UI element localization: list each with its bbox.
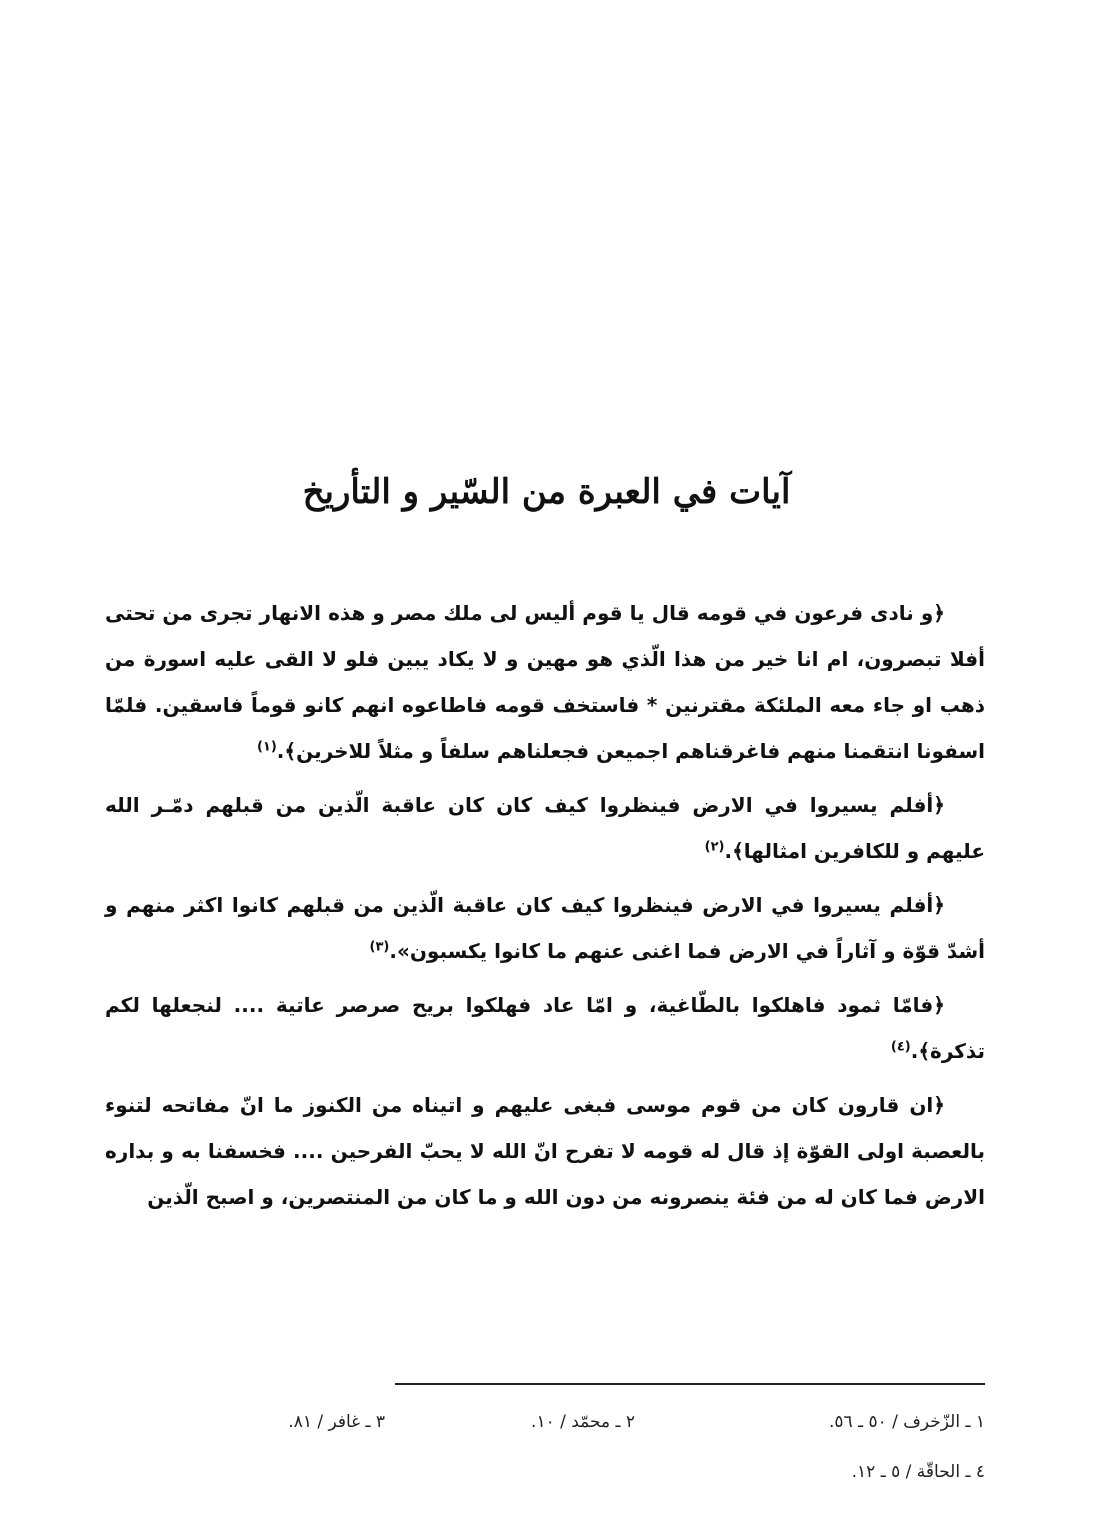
page-title: آيات في العبرة من السّير و التأريخ bbox=[302, 472, 791, 512]
footnote-row bbox=[105, 1412, 985, 1462]
footnote-ref: (٣) bbox=[369, 939, 390, 955]
paragraph-text: ﴿فامّا ثمود فاهلكوا بالطّاغية، و امّا عاد فهلكوا بريح صرصر عاتية .... لنجعلها لكم تذكرة﴾. bbox=[105, 993, 985, 1063]
main-text bbox=[105, 590, 985, 1228]
footnote-ref: (٤) bbox=[890, 1039, 911, 1055]
footnote-ref: (١) bbox=[256, 739, 277, 755]
paragraph-1 bbox=[105, 590, 985, 774]
footnote-4: ٤ ـ الحاقّة / ٥ ـ ١٢. bbox=[851, 1462, 985, 1482]
footnote-ref: (٢) bbox=[704, 839, 725, 855]
paragraph-2 bbox=[105, 782, 985, 874]
footnote-divider bbox=[395, 1383, 985, 1385]
paragraph-4 bbox=[105, 982, 985, 1074]
paragraph-5 bbox=[105, 1082, 985, 1220]
paragraph-text: ﴿ان قارون كان من قوم موسى فبغى عليهم و اتيناه من الكنوز ما انّ مفاتحه لتنوء بالعصبة اولى القوّة إذ قال له قومه لا تفرح انّ الله لا يحبّ الفرحين .... فخسفنا به و بداره الارض فما كان له من فئة ينصرونه من دون الله و ما كان من المنتصرين، و اصبح الّذين bbox=[105, 1093, 985, 1209]
footnotes bbox=[105, 1412, 985, 1512]
paragraph-text: ﴿و نادى فرعون في قومه قال يا قوم أليس لى ملك مصر و هذه الانهار تجرى من تحتى أفلا تبصرون، ام انا خير من هذا الّذي هو مهين و لا يكاد يبين فلو لا القى عليه اسورة من ذهب او جاء معه الملئكة مقترنين * فاستخف قومه فاطاعوه انهم كانو قوماً فاسقين. فلمّا اسفونا انتقمنا منهم فاغرقناهم اجميعن فجعلناهم سلفاً و مثلاً للاخرين﴾. bbox=[105, 601, 985, 763]
paragraph-text: ﴿أفلم يسيروا في الارض فينظروا كيف كان كان عاقبة الّذين من قبلهم دمّـر الله عليهم و للكافرين امثالها﴾. bbox=[105, 793, 985, 863]
paragraph-3 bbox=[105, 882, 985, 974]
footnote-row bbox=[105, 1462, 985, 1512]
paragraph-text: ﴿أفلم يسيروا في الارض فينظروا كيف كان عاقبة الّذين من قبلهم كانوا اكثر منهم و أشدّ قوّة و آثاراً في الارض فما اغنى عنهم ما كانوا يكسبون». bbox=[105, 893, 985, 963]
footnote-3: ٣ ـ غافر / ٨١. bbox=[288, 1412, 385, 1432]
footnote-1: ١ ـ الزّخرف / ٥٠ ـ ٥٦. bbox=[829, 1412, 985, 1432]
footnote-2: ٢ ـ محمّد / ١٠. bbox=[531, 1412, 635, 1432]
